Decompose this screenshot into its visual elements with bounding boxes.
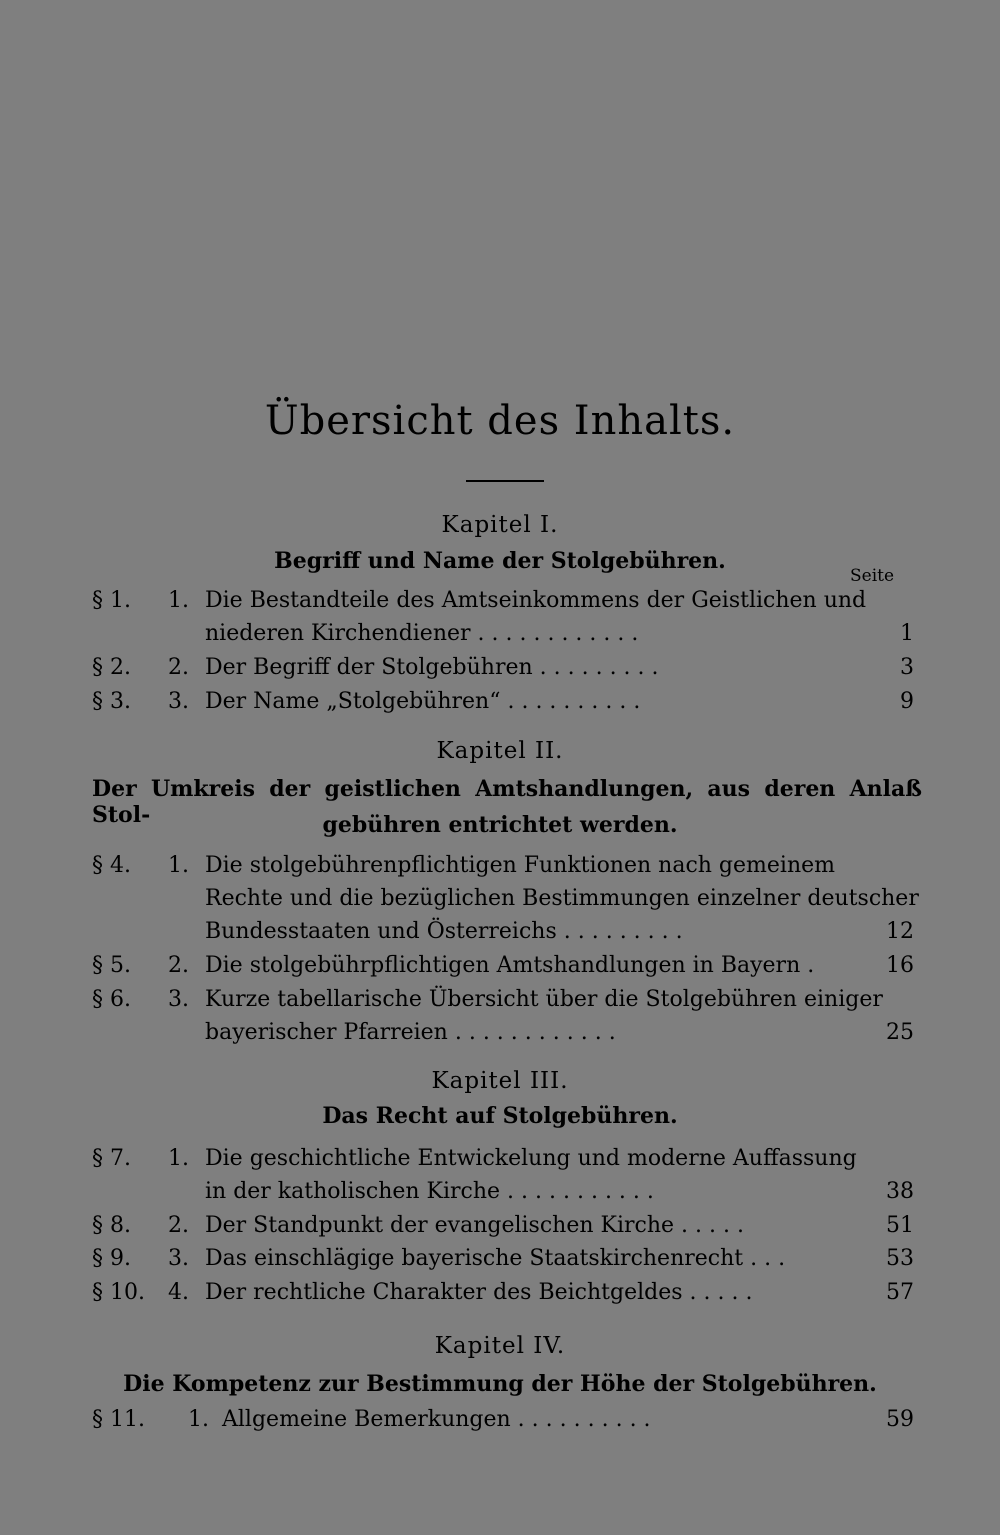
entry-text: Die stolgebührpflichtigen Amtshandlungen in Bayern . (205, 953, 815, 978)
entry-number: 2. (168, 1213, 189, 1238)
entry-paragraph: § 1. (92, 588, 131, 613)
chapter-title: Das Recht auf Stolgebühren. (322, 1103, 678, 1129)
entry-text: Die Bestandteile des Amtseinkommens der Geistlichen und (205, 588, 867, 613)
entry-text: Der rechtliche Charakter des Beichtgeldes . . . . . (205, 1280, 753, 1305)
entry-page: 38 (886, 1179, 914, 1204)
entry-page: 25 (886, 1020, 914, 1045)
entry-text: bayerischer Pfarreien . . . . . . . . . . . . (205, 1020, 616, 1045)
entry-text: Das einschlägige bayerische Staatskirchenrecht . . . (205, 1246, 786, 1271)
entry-text: Der Standpunkt der evangelischen Kirche . . . . . (205, 1213, 744, 1238)
entry-paragraph: § 7. (92, 1146, 131, 1171)
entry-text: Kurze tabellarische Übersicht über die Stolgebühren einiger (205, 987, 883, 1012)
entry-page: 9 (900, 689, 914, 714)
entry-text: niederen Kirchendiener . . . . . . . . . . . . (205, 621, 639, 646)
page-column-header: Seite (850, 566, 895, 586)
chapter-title: Der Umkreis der geistlichen Amtshandlungen, aus deren Anlaß Stol- (92, 776, 922, 828)
entry-paragraph: § 6. (92, 987, 131, 1012)
entry-paragraph: § 3. (92, 689, 131, 714)
chapter-title: gebühren entrichtet werden. (322, 812, 678, 838)
entry-page: 57 (886, 1280, 914, 1305)
entry-number: 3. (168, 987, 189, 1012)
entry-text: Rechte und die bezüglichen Bestimmungen einzelner deutscher (205, 886, 919, 911)
chapter-title: Die Kompetenz zur Bestimmung der Höhe der Stolgebühren. (123, 1371, 877, 1397)
entry-text: Der Name „Stolgebühren“ . . . . . . . . . . (205, 689, 641, 714)
entry-number: 3. (168, 689, 189, 714)
entry-page: 16 (886, 953, 914, 978)
entry-text: Die stolgebührenpflichtigen Funktionen nach gemeinem (205, 853, 835, 878)
entry-paragraph: § 4. (92, 853, 131, 878)
chapter-label: Kapitel I. (441, 512, 559, 538)
entry-number: 3. (168, 1246, 189, 1271)
entry-page: 53 (886, 1246, 914, 1271)
chapter-label: Kapitel II. (436, 738, 564, 764)
entry-number: 1. (168, 853, 189, 878)
entry-paragraph: § 2. (92, 655, 131, 680)
entry-text: Der Begriff der Stolgebühren . . . . . . . . . (205, 655, 659, 680)
entry-page: 12 (886, 919, 914, 944)
chapter-label: Kapitel III. (431, 1068, 569, 1094)
entry-paragraph: § 10. (92, 1280, 145, 1305)
entry-number: 2. (168, 655, 189, 680)
entry-number: 2. (168, 953, 189, 978)
entry-paragraph: § 8. (92, 1213, 131, 1238)
entry-paragraph: § 11. (92, 1407, 145, 1432)
chapter-label: Kapitel IV. (434, 1333, 566, 1359)
entry-number: 1. (168, 588, 189, 613)
entry-page: 51 (886, 1213, 914, 1238)
entry-number: 4. (168, 1280, 189, 1305)
chapter-title: Begriff und Name der Stolgebühren. (274, 548, 726, 574)
entry-text: Allgemeine Bemerkungen . . . . . . . . . . (222, 1407, 651, 1432)
entry-text: Die geschichtliche Entwickelung und moderne Auffassung (205, 1146, 857, 1171)
entry-paragraph: § 9. (92, 1246, 131, 1271)
entry-text: in der katholischen Kirche . . . . . . . . . . . (205, 1179, 654, 1204)
title-rule (466, 480, 544, 482)
entry-page: 59 (886, 1407, 914, 1432)
entry-page: 3 (900, 655, 914, 680)
page-title: Übersicht des Inhalts. (264, 398, 736, 444)
entry-paragraph: § 5. (92, 953, 131, 978)
entry-page: 1 (900, 621, 914, 646)
entry-number: 1. (188, 1407, 209, 1432)
entry-text: Bundesstaaten und Österreichs . . . . . . . . . (205, 919, 683, 944)
entry-number: 1. (168, 1146, 189, 1171)
